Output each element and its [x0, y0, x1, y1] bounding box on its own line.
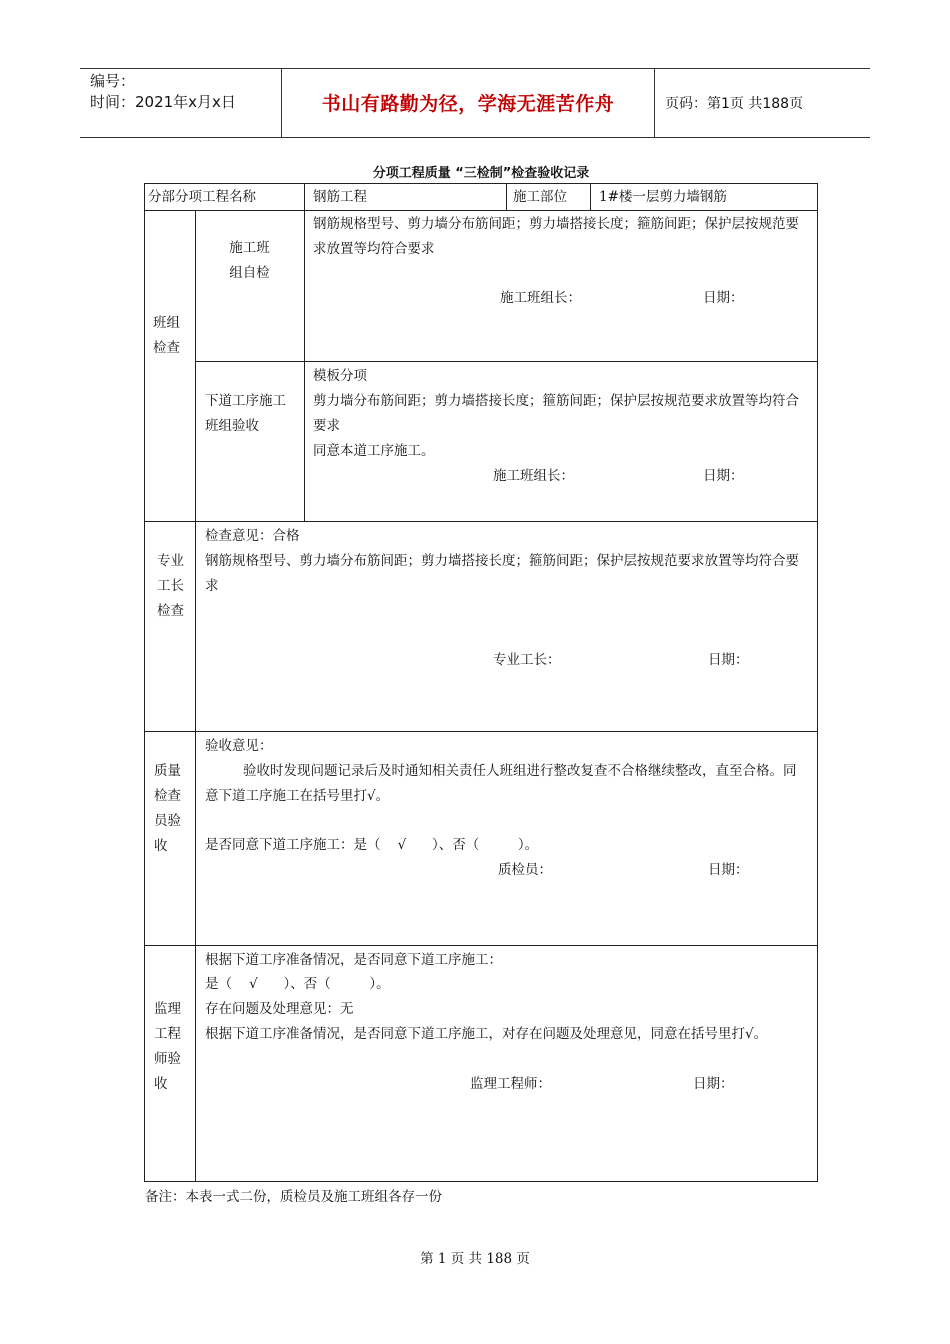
header-motto: 书山有路勤为径，学海无涯苦作舟	[321, 93, 615, 115]
inspector-agree-line: 是否同意下道工序施工：是（ √ ）、否（ ）。	[205, 837, 539, 853]
document-number-label: 编号：	[90, 72, 136, 90]
inspector-label-line: 收	[154, 838, 168, 854]
foreman-content: 钢筋规格型号、剪力墙分布筋间距；剪力墙搭接长度；箍筋间距；保护层按规范要求放置等均符合要求	[205, 553, 799, 594]
location-label: 施工部位	[513, 189, 567, 205]
form-note: 备注：本表一式二份，质检员及施工班组各存一份	[145, 1189, 442, 1205]
foreman-date-label: 日期：	[708, 652, 749, 668]
project-name-label: 分部分项工程名称	[148, 189, 256, 205]
supervisor-issues: 存在问题及处理意见：无	[205, 1001, 354, 1017]
team-check-label-line: 检查	[153, 340, 180, 356]
foreman-check-label-line: 工长	[157, 578, 184, 594]
supervisor-content: 根据下道工序准备情况，是否同意下道工序施工，对存在问题及处理意见，同意在括号里打√。	[205, 1026, 768, 1042]
header-page-label: 页码：第1页 共188页	[665, 96, 804, 112]
inspector-signer-label: 质检员：	[498, 862, 552, 878]
row-divider	[195, 361, 818, 362]
supervisor-date-label: 日期：	[693, 1076, 734, 1092]
header-divider	[654, 69, 655, 137]
column-divider	[304, 183, 305, 521]
self-check-label-line: 组自检	[229, 265, 270, 281]
column-divider	[506, 183, 507, 210]
supervisor-label-line: 监理	[154, 1001, 181, 1017]
row-divider	[144, 945, 818, 946]
column-divider	[195, 210, 196, 1182]
next-process-content: 剪力墙分布筋间距；剪力墙搭接长度；箍筋间距；保护层按规范要求放置等均符合要求	[313, 393, 799, 434]
row-divider	[144, 731, 818, 732]
self-check-date-label: 日期：	[703, 290, 744, 306]
foreman-check-label	[157, 549, 184, 624]
document-header	[80, 68, 870, 138]
row-divider	[144, 521, 818, 522]
next-process-agree: 同意本道工序施工。	[313, 443, 435, 459]
supervisor-label-line: 工程	[154, 1026, 181, 1042]
inspector-label	[154, 759, 181, 859]
inspector-opinion: 验收意见：	[205, 738, 273, 754]
foreman-check-label-line: 检查	[157, 603, 184, 619]
location-value: 1#楼一层剪力墙钢筋	[599, 189, 727, 205]
self-check-label	[195, 236, 304, 286]
team-check-label-line: 班组	[153, 315, 180, 331]
project-name-value: 钢筋工程	[313, 189, 367, 205]
supervisor-label	[154, 997, 181, 1097]
page-footer: 第 1 页 共 188 页	[420, 1251, 530, 1267]
supervisor-label-line: 收	[154, 1076, 168, 1092]
foreman-opinion: 检查意见：合格	[205, 528, 300, 544]
foreman-signer-label: 专业工长：	[493, 652, 561, 668]
form-title: 分项工程质量 “三检制”检查验收记录	[372, 166, 590, 181]
inspector-date-label: 日期：	[708, 862, 749, 878]
supervisor-label-line: 师验	[154, 1051, 181, 1067]
next-process-leader-label: 施工班组长：	[493, 468, 574, 484]
supervisor-signer-label: 监理工程师：	[470, 1076, 551, 1092]
next-process-label-line: 下道工序施工	[205, 393, 286, 409]
self-check-leader-label: 施工班组长：	[500, 290, 581, 306]
team-check-label	[153, 311, 180, 361]
inspector-label-line: 质量	[154, 763, 181, 779]
foreman-check-label-line: 专业	[157, 553, 184, 569]
column-divider	[590, 183, 591, 210]
next-process-label-line: 班组验收	[205, 418, 259, 434]
supervisor-agree-line: 是（ √ ）、否（ ）。	[205, 976, 390, 992]
inspector-label-line: 检查	[154, 788, 181, 804]
header-meta	[90, 71, 236, 113]
self-check-label-line: 施工班	[229, 240, 270, 256]
next-process-label	[205, 389, 286, 439]
supervisor-question: 根据下道工序准备情况，是否同意下道工序施工：	[205, 952, 502, 968]
next-process-line: 模板分项	[313, 368, 367, 384]
inspector-label-line: 员验	[154, 813, 181, 829]
self-check-content: 钢筋规格型号、剪力墙分布筋间距；剪力墙搭接长度；箍筋间距；保护层按规范要求放置等均符合要求	[313, 216, 799, 257]
document-time-label: 时间：2021年x月x日	[90, 93, 236, 111]
next-process-date-label: 日期：	[703, 468, 744, 484]
row-divider	[144, 210, 818, 211]
inspector-content: 验收时发现问题记录后及时通知相关责任人班组进行整改复查不合格继续整改，直至合格。同意下道工序施工在括号里打√。	[205, 763, 797, 804]
